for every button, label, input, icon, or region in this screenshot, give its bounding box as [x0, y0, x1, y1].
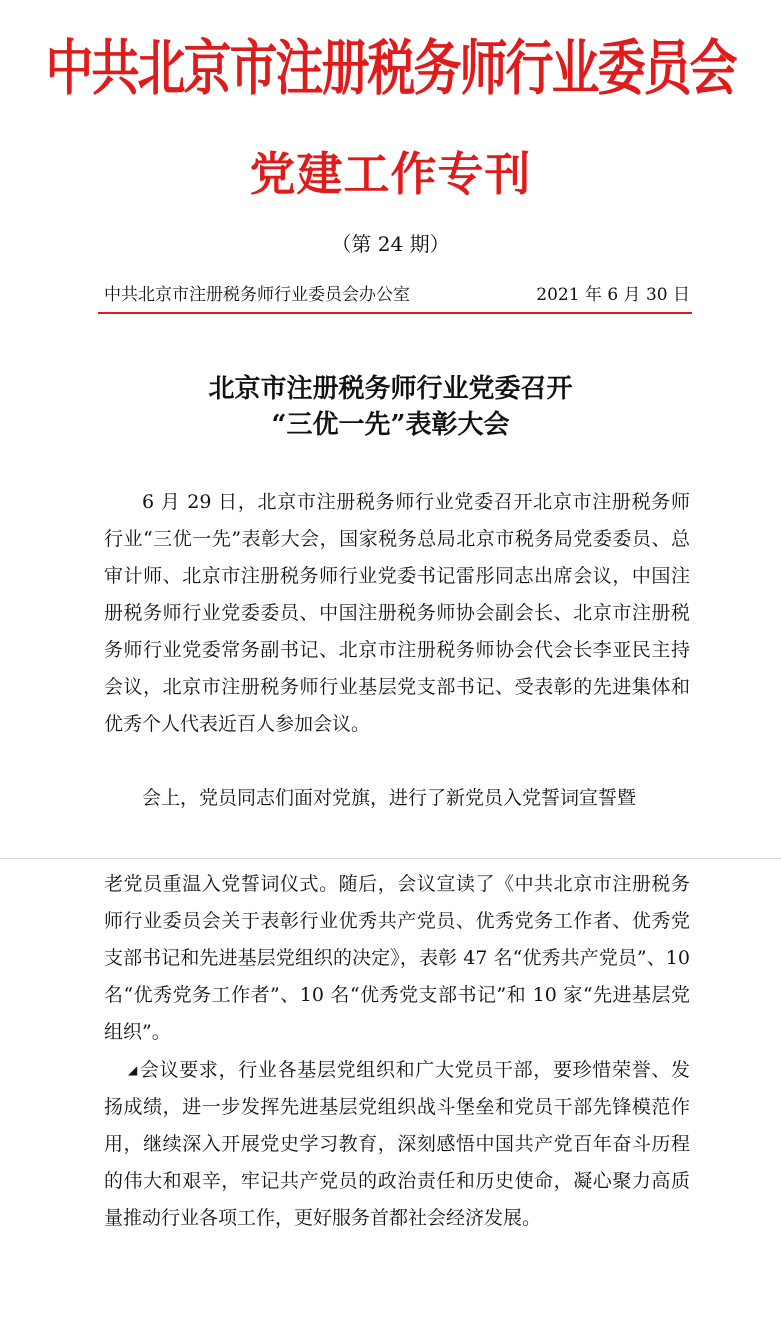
- paragraph-3-text: 会议要求，行业各基层党组织和广大党员干部，要珍惜荣誉、发扬成绩，进一步发挥先进基层党组织战斗堡垒和党员干部先锋模范作用，继续深入开展党史学习教育，深刻感悟中国共产党百年奋斗历程的伟大和艰辛，牢记共产党员的政治责任和历史使命，凝心聚力高质量推动行业各项工作，更好服务首都社会经济发展。: [104, 1059, 690, 1229]
- publication-title: 党建工作专刊: [249, 147, 532, 201]
- red-divider: [98, 312, 692, 314]
- office-name: 中共北京市注册税务师行业委员会办公室: [104, 285, 410, 305]
- issue-number: （第 24 期）: [331, 232, 450, 256]
- article-title-line-2: “三优一先”表彰大会: [271, 410, 510, 440]
- org-title: 中共北京市注册税务师行业委员会: [45, 33, 736, 104]
- paragraph-2-page-2: 老党员重温入党誓词仪式。随后，会议宣读了《中共北京市注册税务师行业委员会关于表彰行业优秀共产党员、优秀党务工作者、优秀党支部书记和先进基层党组织的决定》，表彰 47 名“优秀共产党员”、10 名“优秀党务工作者”、10 名“优秀党支部书记”和 10 家“先进基层党组织”。: [104, 873, 690, 1043]
- page-separator: [0, 858, 781, 859]
- issue-date: 2021 年 6 月 30 日: [536, 285, 690, 305]
- paragraph-3: [104, 1052, 690, 1237]
- triangle-marker-icon: ◢: [128, 1063, 138, 1077]
- article-title-line-1: 北京市注册税务师行业党委召开: [208, 374, 573, 404]
- paragraph-2-page-1: 会上，党员同志们面对党旗，进行了新党员入党誓词宣誓暨: [142, 787, 637, 809]
- paragraph-1: 6 月 29 日，北京市注册税务师行业党委召开北京市注册税务师行业“三优一先”表彰大会，国家税务总局北京市税务局党委委员、总审计师、北京市注册税务师行业党委书记雷彤同志出席会议，中国注册税务师行业党委委员、中国注册税务师协会副会长、北京市注册税务师行业党委常务副书记、北京市注册税务师协会代会长李亚民主持会议，北京市注册税务师行业基层党支部书记、受表彰的先进集体和优秀个人代表近百人参加会议。: [104, 491, 690, 735]
- office-line: [104, 280, 690, 305]
